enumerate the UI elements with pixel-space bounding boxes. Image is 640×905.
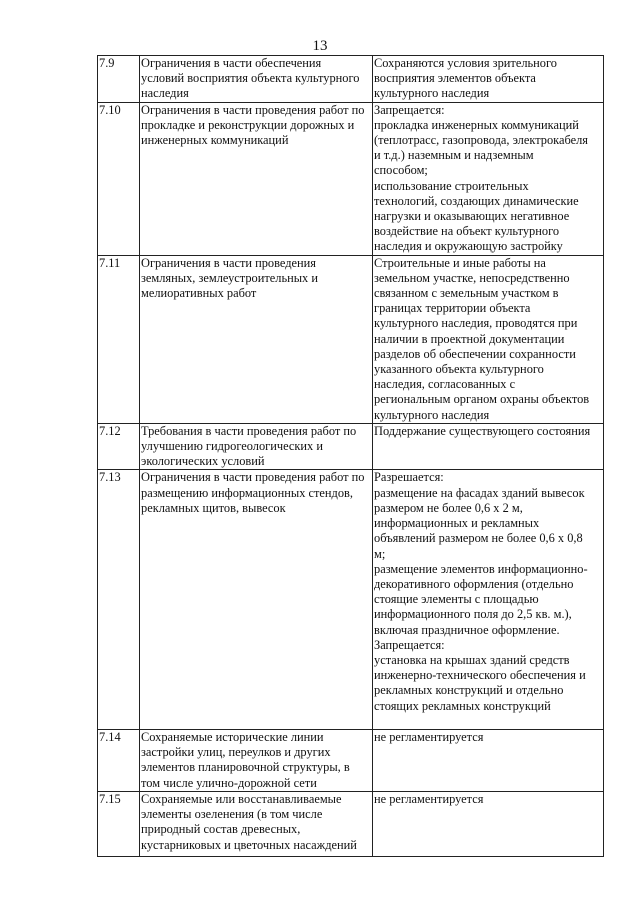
table-row xyxy=(98,470,604,729)
row-content-cell xyxy=(373,423,604,470)
row-title-line: размещению информационных стендов, xyxy=(141,485,353,500)
row-content-line: восприятия элементов объекта xyxy=(374,71,536,86)
table-row xyxy=(98,255,604,423)
row-content-line: рекламных конструкций и отдельно xyxy=(374,683,564,698)
row-number: 7.14 xyxy=(99,729,121,744)
regulations-table-body xyxy=(98,56,604,857)
row-title-cell xyxy=(140,255,373,423)
row-number: 7.13 xyxy=(99,470,121,485)
row-number-cell xyxy=(98,423,140,470)
row-number: 7.12 xyxy=(99,423,121,438)
row-title-line: мелиоративных работ xyxy=(141,286,257,301)
row-content-line: способом; xyxy=(374,163,428,178)
row-content-line: информационных и рекламных xyxy=(374,516,540,531)
row-content-cell xyxy=(373,255,604,423)
row-content-line: разделов об обеспечении сохранности xyxy=(374,346,576,361)
row-title-line: Требования в части проведения работ по xyxy=(141,423,357,438)
row-number-cell xyxy=(98,255,140,423)
row-title-line: Ограничения в части проведения работ по xyxy=(141,470,365,485)
row-content-line: объявлений размером не более 0,6 х 0,8 xyxy=(374,531,583,546)
row-title-line: прокладке и реконструкции дорожных и xyxy=(141,117,355,132)
table-row xyxy=(98,423,604,470)
row-title-line: условий восприятия объекта культурного xyxy=(141,71,360,86)
row-content-line: м; xyxy=(374,546,386,561)
row-title-line: кустарниковых и цветочных насаждений xyxy=(141,837,357,852)
row-content-line: размером не более 0,6 х 2 м, xyxy=(374,500,523,515)
row-content-line: Поддержание существующего состояния xyxy=(374,423,591,438)
row-content-line: культурного наследия, проводятся при xyxy=(374,316,578,331)
row-title-cell xyxy=(140,470,373,729)
row-title-line: экологических условий xyxy=(141,454,265,469)
row-content-line: включая праздничное оформление. xyxy=(374,622,560,637)
table-row xyxy=(98,102,604,255)
page-number: 13 xyxy=(312,38,328,54)
row-number: 7.15 xyxy=(99,791,121,806)
row-number-cell xyxy=(98,102,140,255)
row-content-line: декоративного оформления (отдельно xyxy=(374,576,574,591)
row-title-line: Сохраняемые исторические линии xyxy=(141,729,324,744)
row-title-cell xyxy=(140,791,373,856)
row-title-line: элементов планировочной структуры, в xyxy=(141,760,350,775)
row-content-line: нагрузки и оказывающих негативное xyxy=(374,209,570,224)
row-content-line: стоящие элементы с площадью xyxy=(374,592,539,607)
row-number-cell xyxy=(98,791,140,856)
row-content-line: воздействие на объект культурного xyxy=(374,224,560,239)
row-title-line: инженерных коммуникаций xyxy=(141,133,289,148)
row-content-line: технологий, создающих динамические xyxy=(374,193,579,208)
row-title-cell xyxy=(140,56,373,103)
row-title-line: Ограничения в части обеспечения xyxy=(141,56,322,70)
row-content-line: размещение элементов информационно- xyxy=(374,561,588,576)
row-title-line: застройки улиц, переулков и других xyxy=(141,745,331,760)
row-content-line: Строительные и иные работы на xyxy=(374,255,546,270)
row-content-cell xyxy=(373,470,604,729)
row-content-line: указанного объекта культурного xyxy=(374,362,544,377)
row-title-cell xyxy=(140,423,373,470)
row-content-line: наличии в проектной документации xyxy=(374,331,565,346)
row-content-line: земельном участке, непосредственно xyxy=(374,270,570,285)
row-content-line: стоящих рекламных конструкций xyxy=(374,698,551,713)
row-title-line: наследия xyxy=(141,86,189,101)
row-content-cell xyxy=(373,56,604,103)
row-content-cell xyxy=(373,729,604,791)
row-title-line: Ограничения в части проведения xyxy=(141,255,316,270)
row-title-line: том числе улично-дорожной сети xyxy=(141,775,317,790)
row-title-line: природный состав древесных, xyxy=(141,822,301,837)
row-content-line: региональным органом охраны объектов xyxy=(374,392,590,407)
row-title-line: рекламных щитов, вывесок xyxy=(141,500,286,515)
row-title-line: Сохраняемые или восстанавливаемые xyxy=(141,791,342,806)
regulations-table xyxy=(97,55,604,857)
row-content-line: Запрещается: xyxy=(374,102,445,117)
row-number-cell xyxy=(98,56,140,103)
row-content-line: информационного поля до 2,5 кв. м.), xyxy=(374,607,572,622)
row-content-line: наследия, согласованных с xyxy=(374,377,516,392)
row-content-cell xyxy=(373,102,604,255)
row-content-line xyxy=(374,714,602,729)
row-content-line: прокладка инженерных коммуникаций xyxy=(374,117,579,132)
row-content-line: культурного наследия xyxy=(374,86,490,101)
row-number-cell xyxy=(98,470,140,729)
row-content-line: размещение на фасадах зданий вывесок xyxy=(374,485,585,500)
row-title-cell xyxy=(140,102,373,255)
row-title-line: земляных, землеустроительных и xyxy=(141,270,318,285)
table-row xyxy=(98,56,604,103)
row-title-cell xyxy=(140,729,373,791)
row-content-line: Сохраняются условия зрительного xyxy=(374,56,557,70)
row-title-line: улучшению гидрогеологических и xyxy=(141,439,323,454)
row-number: 7.11 xyxy=(99,255,121,270)
row-title-line: Ограничения в части проведения работ по xyxy=(141,102,365,117)
row-content-line: и т.д.) наземным и надземным xyxy=(374,148,534,163)
row-content-line: культурного наследия xyxy=(374,407,490,422)
row-content-cell xyxy=(373,791,604,856)
row-number: 7.9 xyxy=(99,56,115,70)
row-content-line: использование строительных xyxy=(374,178,529,193)
row-number: 7.10 xyxy=(99,102,121,117)
row-content-line: (теплотрасс, газопровода, электрокабеля xyxy=(374,133,589,148)
row-content-line: не регламентируется xyxy=(374,791,484,806)
table-row xyxy=(98,791,604,856)
row-title-line: элементы озеленения (в том числе xyxy=(141,807,323,822)
table-row xyxy=(98,729,604,791)
row-content-line: наследия и окружающую застройку xyxy=(374,239,563,254)
row-content-line: связанном с земельным участком в xyxy=(374,286,559,301)
row-content-line: границах территории объекта xyxy=(374,301,531,316)
row-content-line: Запрещается: xyxy=(374,637,445,652)
row-content-line: не регламентируется xyxy=(374,729,484,744)
row-content-line: Разрешается: xyxy=(374,470,444,485)
row-content-line: инженерно-технического обеспечения и xyxy=(374,668,586,683)
row-content-line: установка на крышах зданий средств xyxy=(374,652,570,667)
row-number-cell xyxy=(98,729,140,791)
